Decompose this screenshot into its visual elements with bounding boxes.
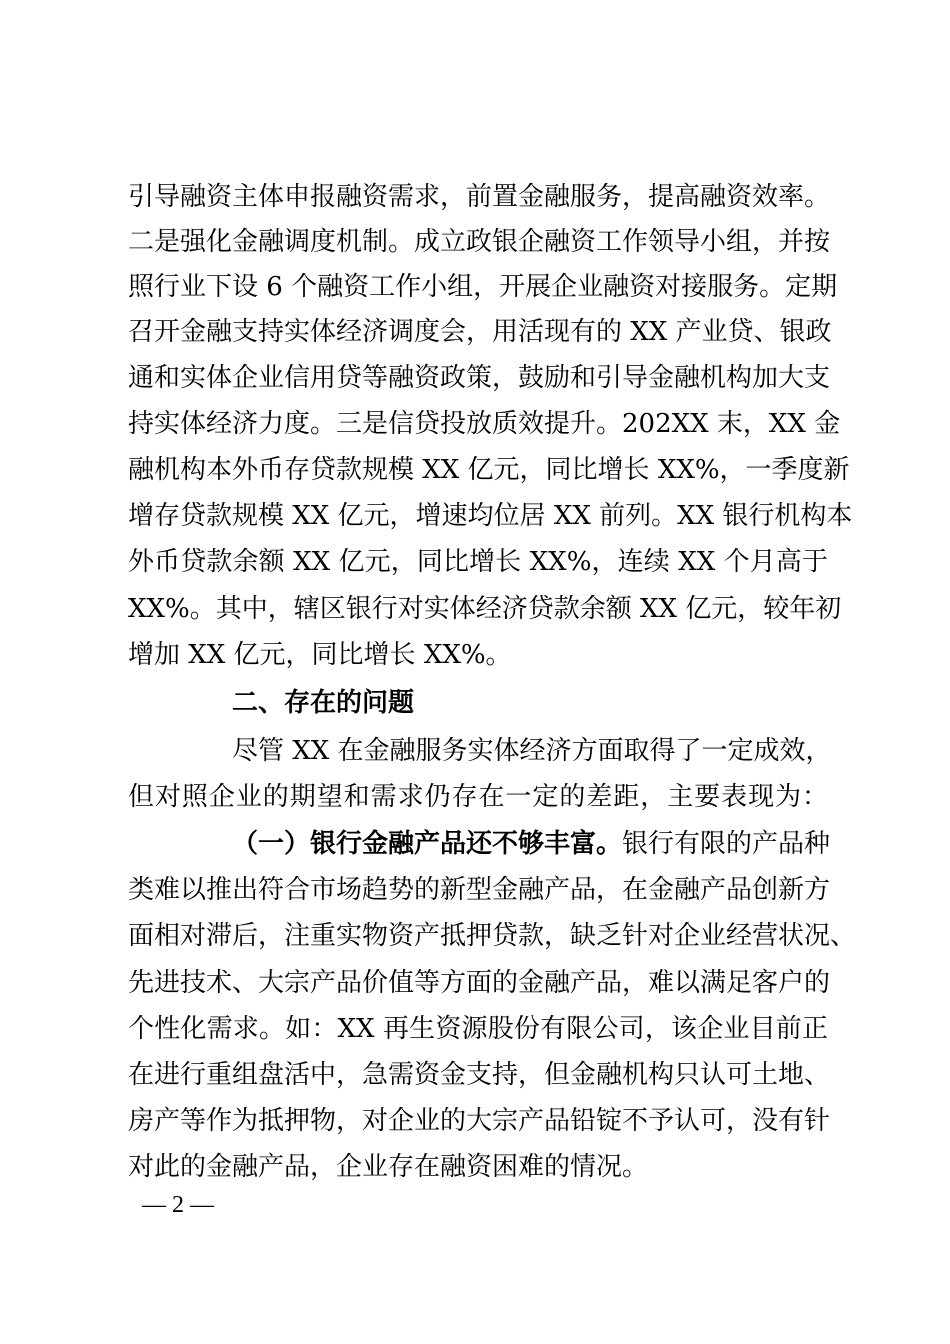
paragraph-line: 房产等作为抵押物，对企业的大宗产品铅锭不予认可，没有针 xyxy=(128,1106,831,1136)
paragraph-line: 召开金融支持实体经济调度会，用活现有的 XX 产业贷、银政 xyxy=(128,317,832,347)
paragraph-line: 融机构本外币存贷款规模 XX 亿元，同比增长 XX%，一季度新 xyxy=(128,455,850,485)
paragraph-line: 通和实体企业信用贷等融资政策，鼓励和引导金融机构加大支 xyxy=(128,363,831,393)
paragraph-line: 类难以推出符合市场趋势的新型金融产品，在金融产品创新方 xyxy=(128,875,831,905)
paragraph-line: 二是强化金融调度机制。成立政银企融资工作领导小组，并按 xyxy=(128,227,831,257)
subsection-heading: （一）银行金融产品还不够丰富。 xyxy=(232,829,623,859)
paragraph-line: 持实体经济力度。三是信贷投放质效提升。202XX 末，XX 金 xyxy=(128,409,841,439)
paragraph-line: 先进技术、大宗产品价值等方面的金融产品，难以满足客户的 xyxy=(128,968,831,998)
paragraph-line: 在进行重组盘活中，急需资金支持，但金融机构只认可土地、 xyxy=(128,1060,831,1090)
paragraph-line: 增加 XX 亿元，同比增长 XX%。 xyxy=(128,640,512,670)
subsection-first-line-text: 银行有限的产品种 xyxy=(622,829,831,859)
paragraph-line: 引导融资主体申报融资需求，前置金融服务，提高融资效率。 xyxy=(128,182,831,212)
paragraph-line: 对此的金融产品，企业存在融资困难的情况。 xyxy=(128,1152,649,1182)
subsection-first-line xyxy=(232,829,831,859)
paragraph-line: 但对照企业的期望和需求仍存在一定的差距，主要表现为： xyxy=(128,782,828,812)
page-number: — 2 — xyxy=(142,1192,214,1218)
paragraph-line: 个性化需求。如：XX 再生资源股份有限公司，该企业目前正 xyxy=(128,1014,828,1044)
paragraph-line: 外币贷款余额 XX 亿元，同比增长 XX%，连续 XX 个月高于 xyxy=(128,547,828,577)
paragraph-line: 尽管 XX 在金融服务实体经济方面取得了一定成效， xyxy=(232,736,832,766)
section-heading: 二、存在的问题 xyxy=(232,688,415,718)
paragraph-line: 面相对滞后，注重实物资产抵押贷款，缺乏针对企业经营状况、 xyxy=(128,921,857,951)
paragraph-line: XX%。其中，辖区银行对实体经济贷款余额 XX 亿元，较年初 xyxy=(128,594,842,624)
paragraph-line: 照行业下设 6 个融资工作小组，开展企业融资对接服务。定期 xyxy=(128,272,838,302)
paragraph-line: 增存贷款规模 XX 亿元，增速均位居 XX 前列。XX 银行机构本 xyxy=(128,501,853,531)
